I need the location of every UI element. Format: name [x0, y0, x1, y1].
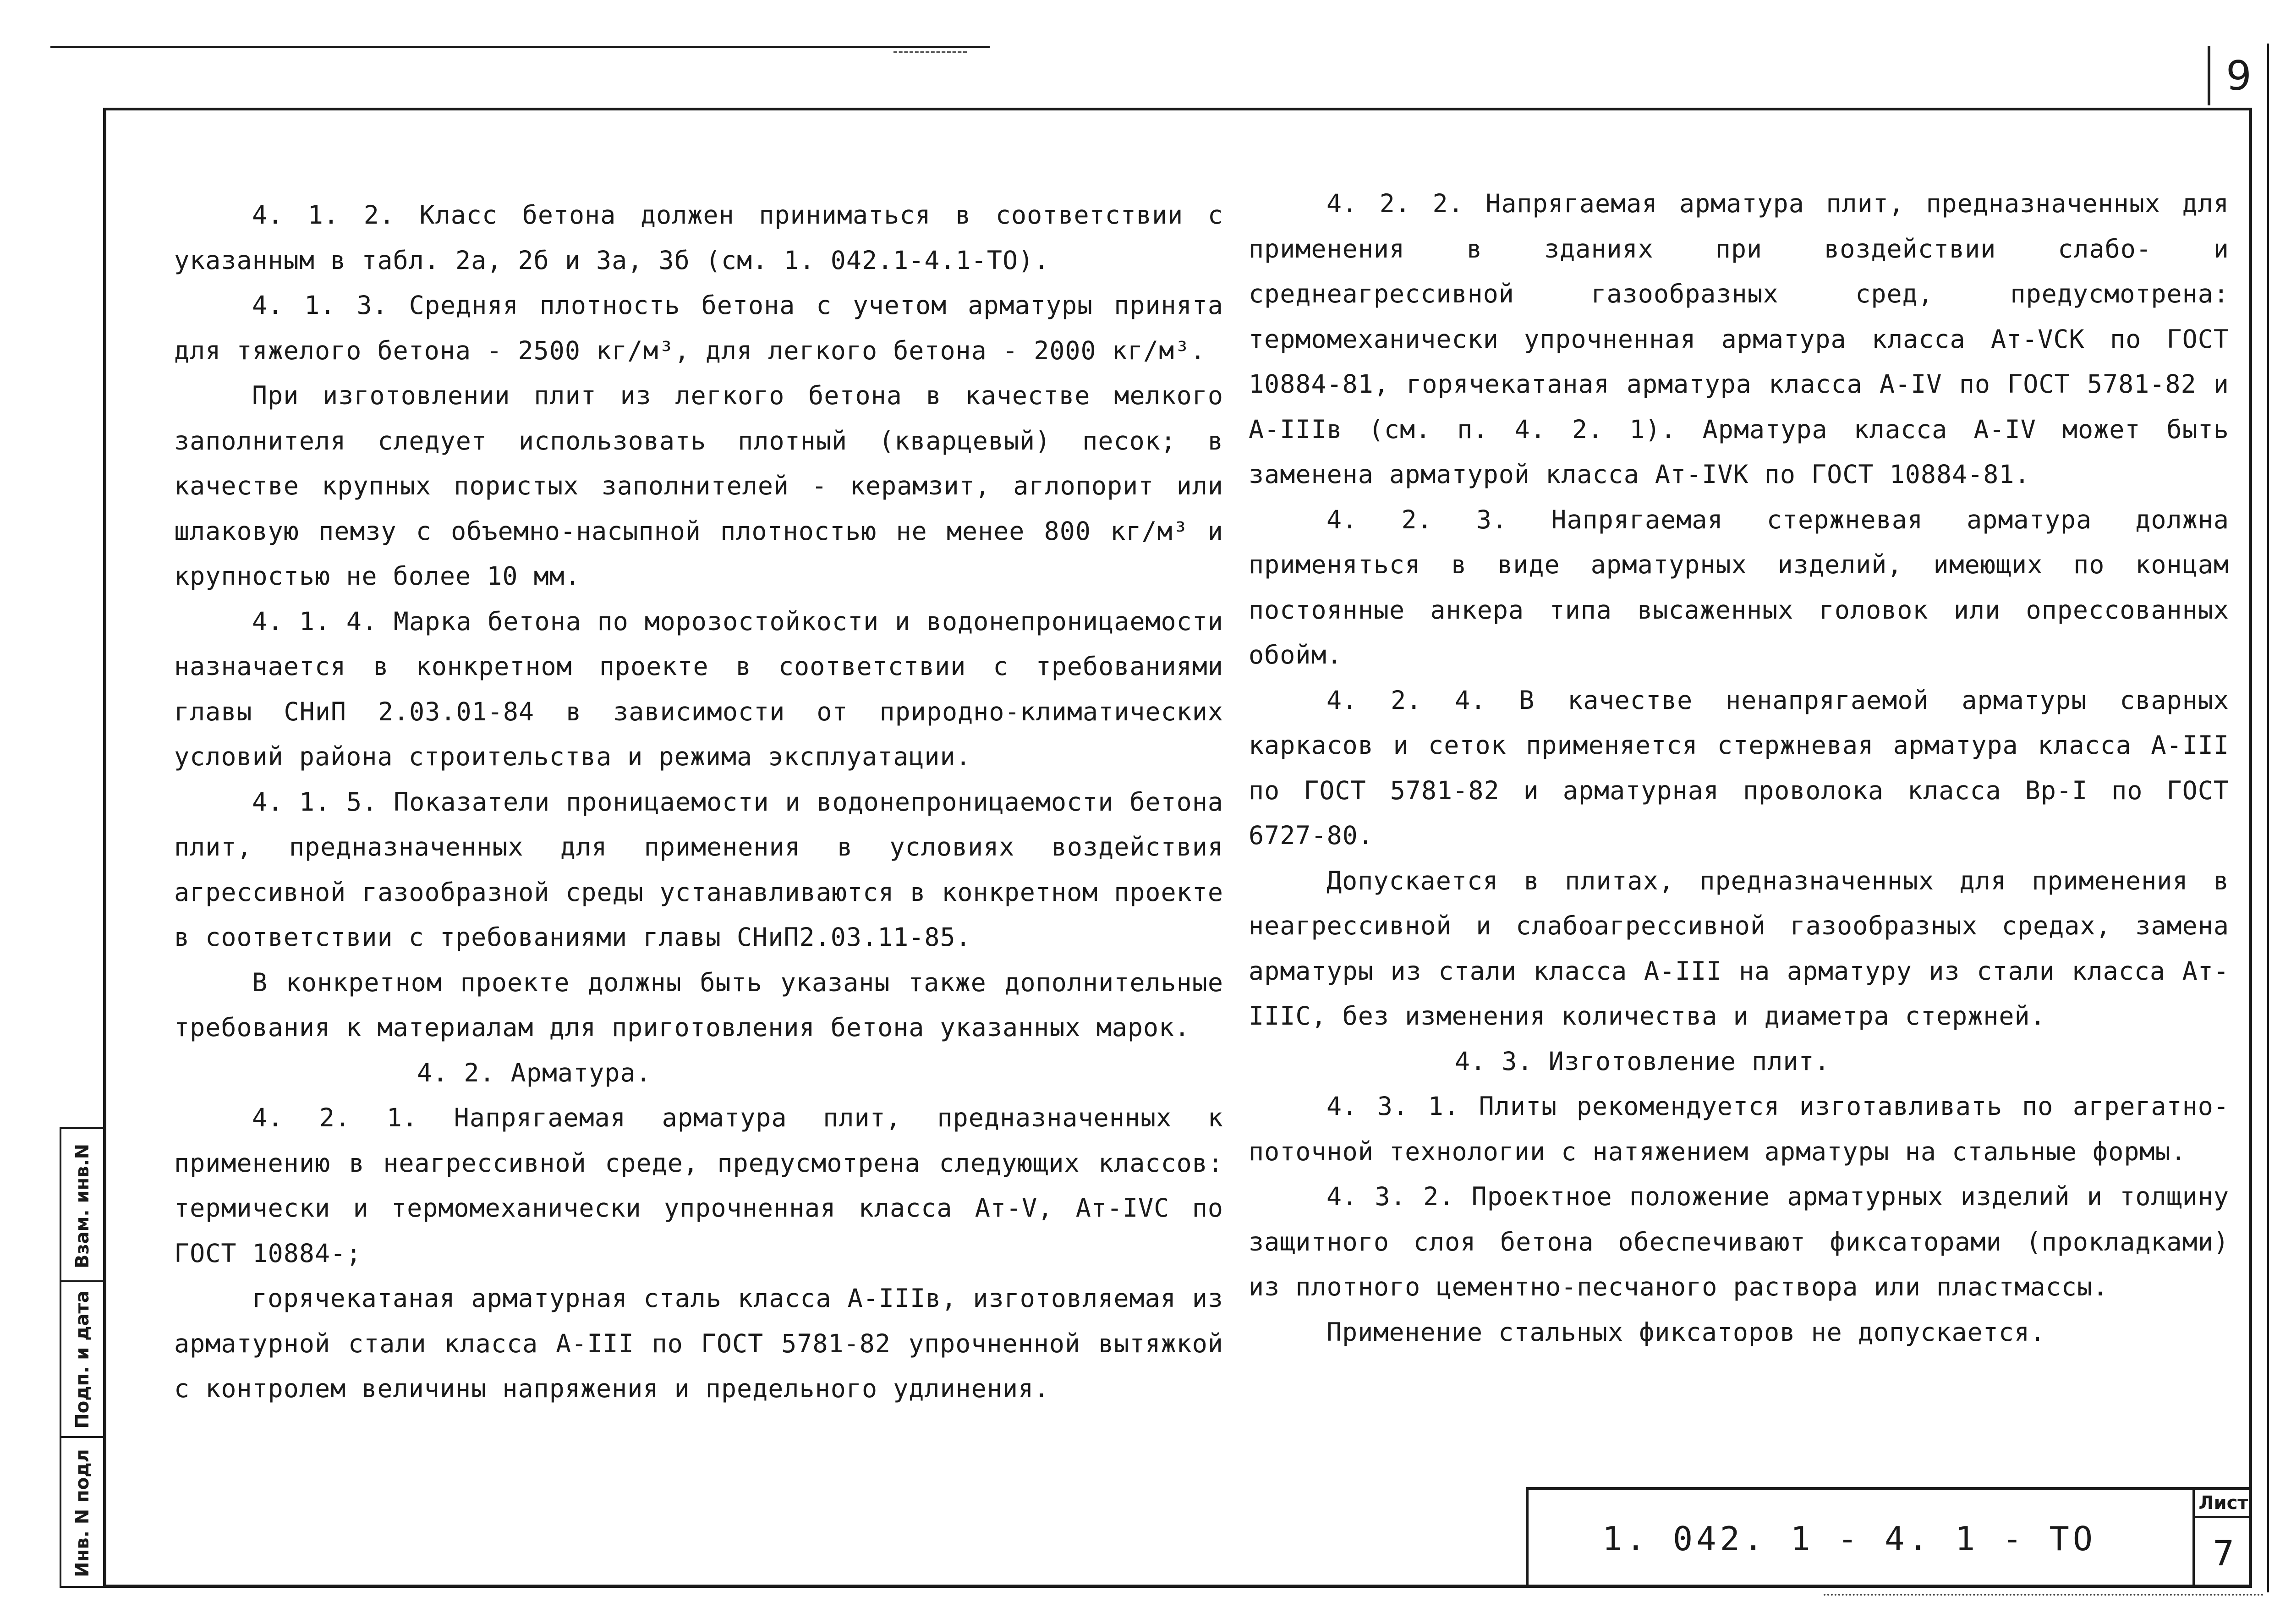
stamp-replace-inv-label: Взам. инв.N: [71, 1143, 93, 1269]
paragraph-4-3-2: 4. 3. 2. Проектное положение арматурных изделий и толщину защитного слоя бетона обеспечивают фиксаторами (прокладками) из плотного цементно-песчаного раствора или пластмассы.: [1249, 1182, 2229, 1301]
stamp-strip: [60, 1127, 103, 1588]
paragraph-4-1-5: 4. 1. 5. Показатели проницаемости и водонепроницаемости бетона плит, предназначенных для применения в условиях воздействия агрессивной газообразной среды устанавливаются в конкретном проекте в соответствии с требованиями главы СНиП2.03.11-85.: [174, 787, 1223, 952]
heading-4-3: 4. 3. Изготовление плит.: [1455, 1046, 1830, 1076]
paragraph-light-concrete: При изготовлении плит из легкого бетона в качестве мелкого заполнителя следует использовать плотный (кварцевый) песок; в качестве крупных пористых заполнителей - керамзит, аглопорит или шлаковую пемзу с объемно-насыпной плотностью не менее 800 кг/м³ и крупностью не более 10 мм.: [174, 381, 1223, 591]
page-number-box: [2208, 46, 2267, 105]
paragraph-allowed-replacement: Допускается в плитах, предназначенных для применения в неагрессивной и слабоагрессивной газообразных средах, замена арматуры из стали класса А-III на арматуру из стали класса Ат-IIIС, без изменения количества и диаметра стержней.: [1249, 866, 2229, 1031]
paragraph-4-2-2: 4. 2. 2. Напрягаемая арматура плит, предназначенных для применения в зданиях при воздействии слабо- и среднеагрессивной газообразных сред, предусмотрена: термомеханически упрочненная арматура класса Ат-VСК по ГОСТ 10884-81, горячекатаная арматура класса А-IV по ГОСТ 5781-82 и А-IIIв (см. п. 4. 2. 1). Арматура класса А-IV может быть заменена арматурой класса Ат-IVК по ГОСТ 10884-81.: [1249, 189, 2229, 489]
stamp-sign-date-label: Подп. и дата: [71, 1290, 93, 1429]
top-dashed-mark: [893, 51, 967, 53]
paragraph-extra-requirements: В конкретном проекте должны быть указаны также дополнительные требования к материалам для приготовления бетона указанных марок.: [174, 967, 1223, 1042]
paragraph-4-3-1: 4. 3. 1. Плиты рекомендуется изготавливать по агрегатно-поточной технологии с натяжением арматуры на стальные формы.: [1249, 1092, 2229, 1166]
paragraph-steel-fixators: Применение стальных фиксаторов не допускается.: [1326, 1317, 2046, 1347]
paragraph-4-1-3: 4. 1. 3. Средняя плотность бетона с учетом арматуры принята для тяжелого бетона - 2500 кг/м³, для легкого бетона - 2000 кг/м³.: [174, 291, 1223, 365]
paragraph-4-1-2: 4. 1. 2. Класс бетона должен приниматься в соответствии с указанным в табл. 2а, 2б и 3а, 3б (см. 1. 042.1-4.1-ТО).: [174, 200, 1223, 275]
top-border-line: [50, 46, 990, 48]
document-code: 1. 042. 1 - 4. 1 - ТО: [1602, 1520, 2097, 1558]
stamp-inv-no-label: Инв. N подл: [71, 1449, 93, 1577]
stamp-divider: [61, 1436, 103, 1438]
bottom-dotted-line: [1824, 1594, 2264, 1596]
stamp-divider: [61, 1280, 103, 1282]
paragraph-4-2-1: 4. 2. 1. Напрягаемая арматура плит, предназначенных к применению в неагрессивной среде, предусмотрена следующих классов: термически и термомеханически упрочненная класса Ат-V, Ат-IVС по ГОСТ 10884-;: [174, 1103, 1223, 1268]
heading-4-2: 4. 2. Арматура.: [417, 1058, 652, 1087]
left-text-column: [174, 192, 1223, 1411]
page-number: 9: [2226, 52, 2252, 99]
paragraph-hot-rolled: горячекатаная арматурная сталь класса А-IIIв, изготовляемая из арматурной стали класса А-III по ГОСТ 5781-82 упрочненной вытяжкой с контролем величины напряжения и предельного удлинения.: [174, 1284, 1223, 1403]
right-outer-line: [2267, 44, 2269, 1592]
paragraph-4-1-4: 4. 1. 4. Марка бетона по морозостойкости и водонепроницаемости назначается в конкретном проекте в соответствии с требованиями главы СНиП 2.03.01-84 в зависимости от природно-климатических условий района строительства и режима эксплуатации.: [174, 606, 1223, 771]
paragraph-4-2-4: 4. 2. 4. В качестве ненапрягаемой арматуры сварных каркасов и сеток применяется стержневая арматура класса А-III по ГОСТ 5781-82 и арматурная проволока класса Вр-I по ГОСТ 6727-80.: [1249, 685, 2229, 850]
right-text-column: [1249, 181, 2229, 1355]
sheet-number: 7: [2212, 1532, 2235, 1574]
paragraph-4-2-3: 4. 2. 3. Напрягаемая стержневая арматура должна применяться в виде арматурных изделий, имеющих по концам постоянные анкера типа высаженных головок или опрессованных обойм.: [1249, 505, 2229, 669]
title-block: [1526, 1487, 2252, 1588]
sheet-label: Лист: [2195, 1490, 2252, 1518]
sheet-cell: [2192, 1490, 2252, 1588]
